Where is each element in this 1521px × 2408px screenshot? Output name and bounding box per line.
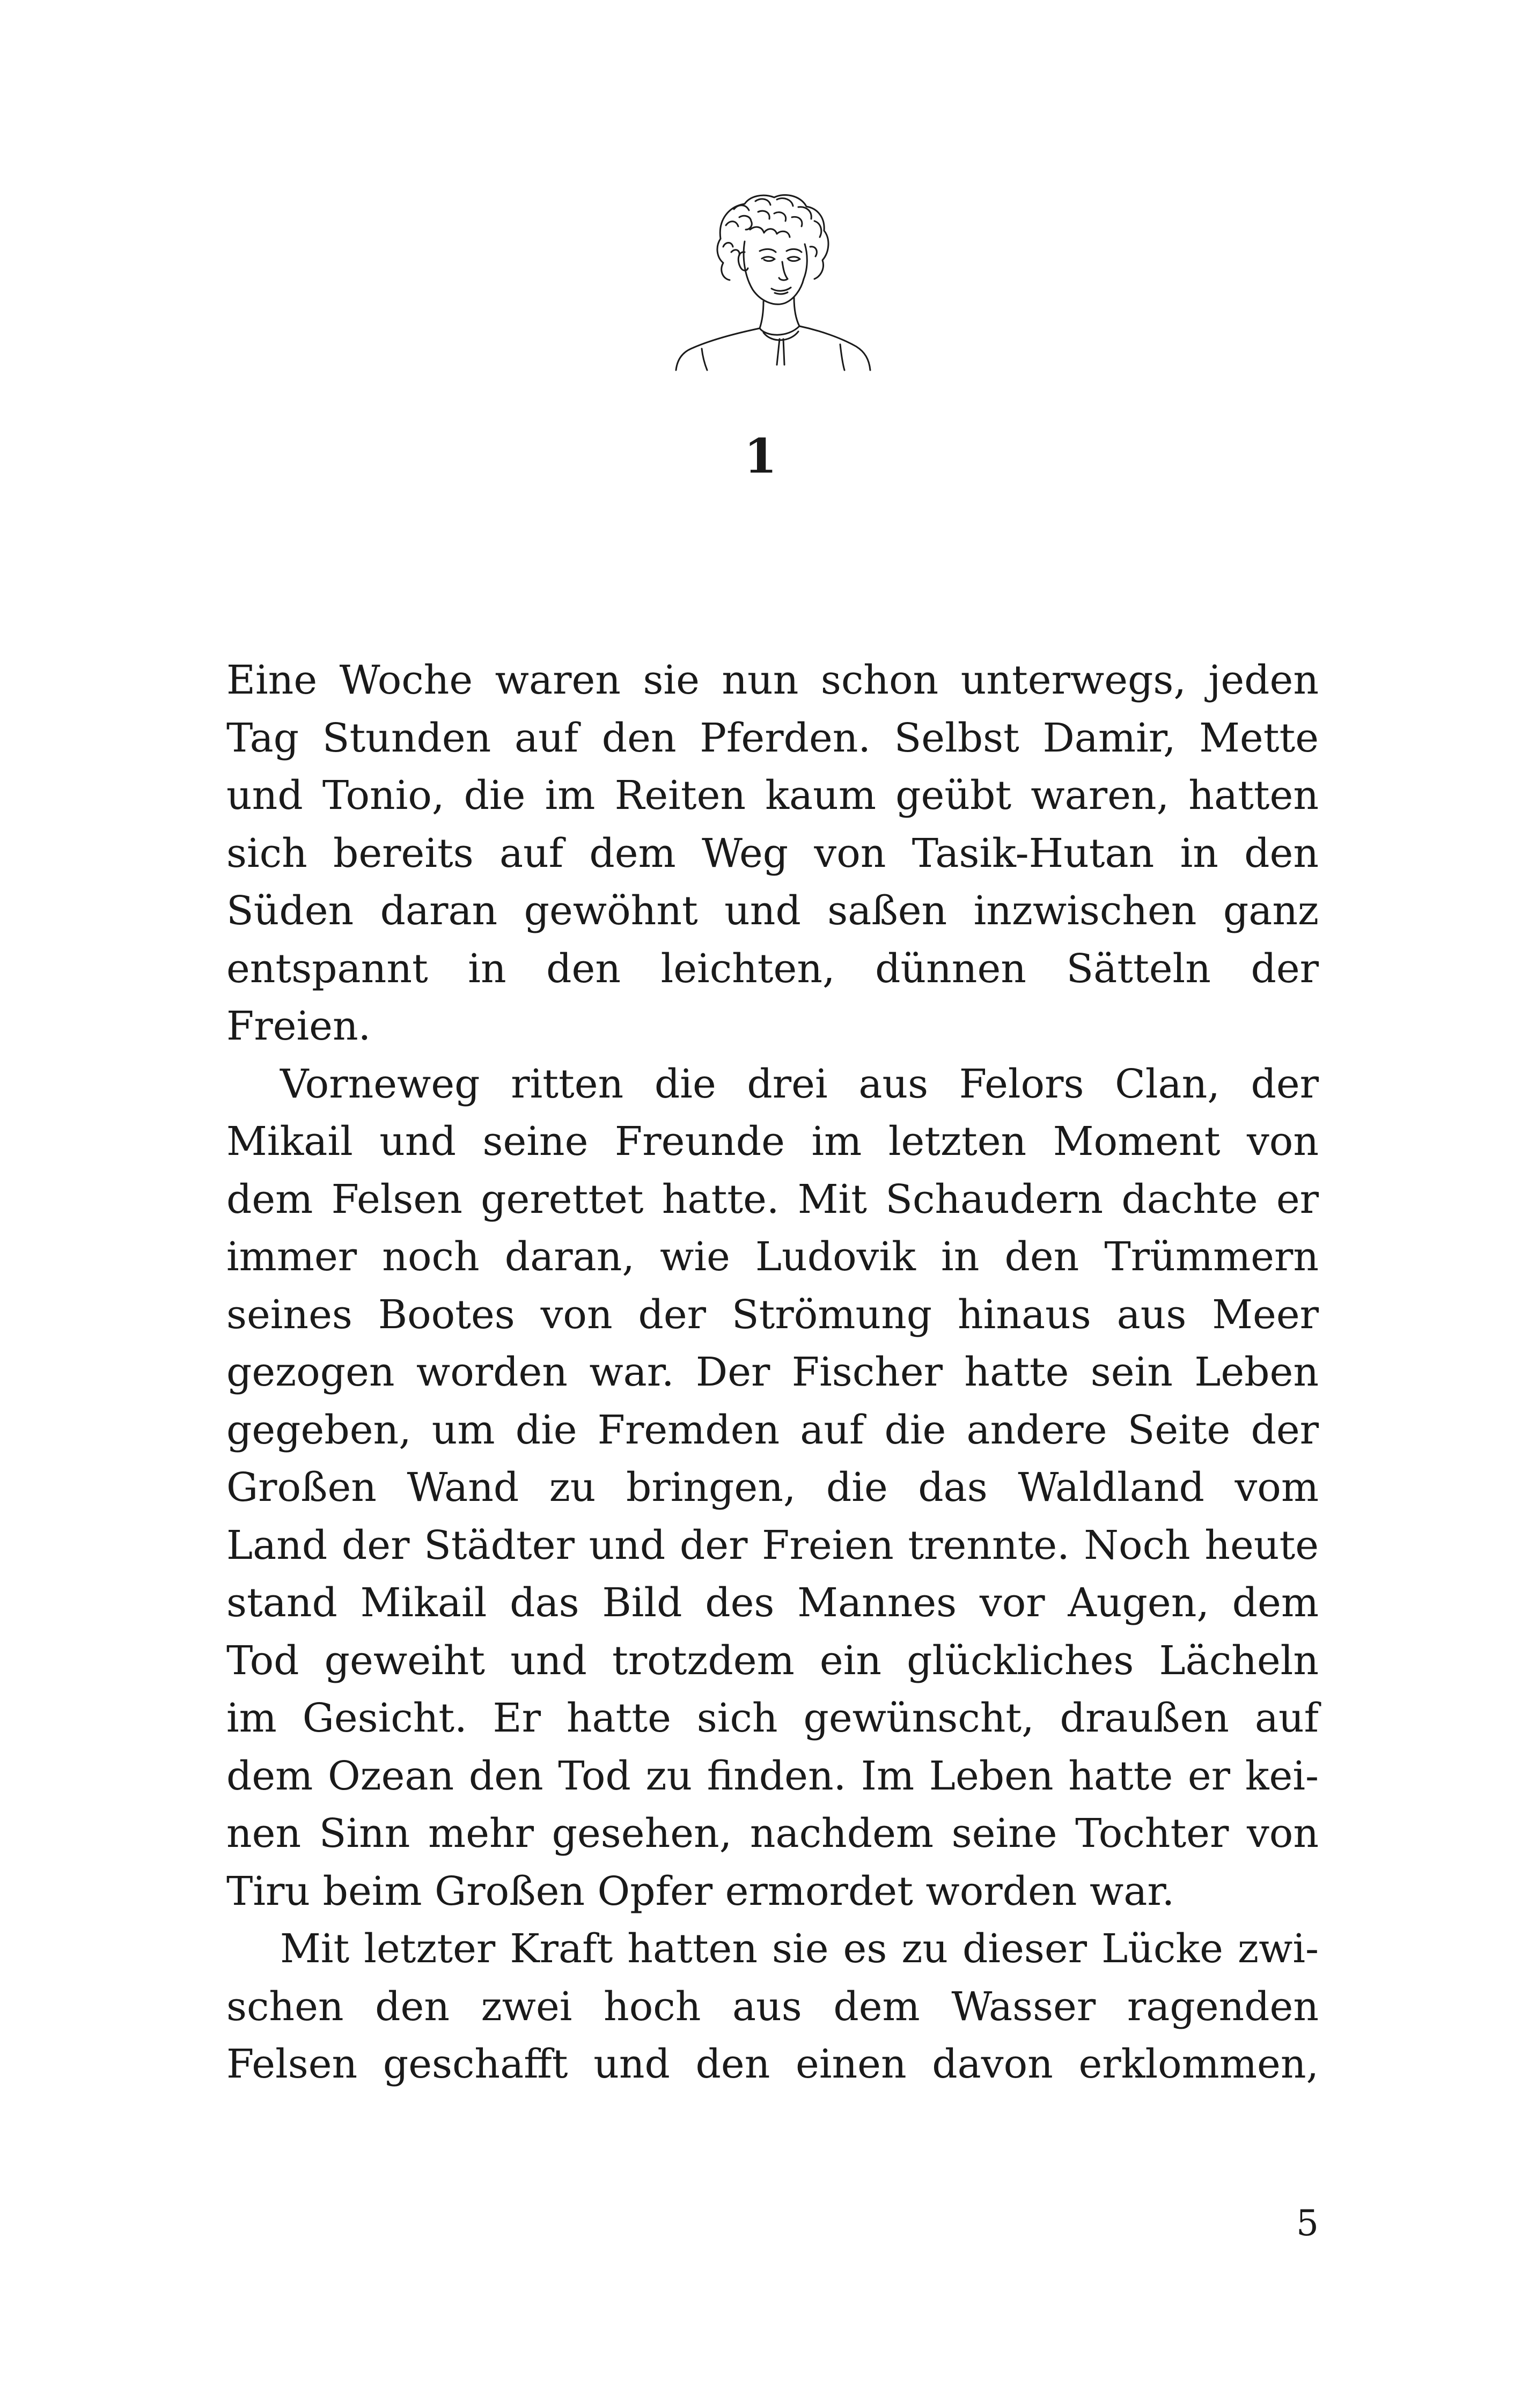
text-line: Vorneweg ritten die drei aus Felors Clan, der [280, 1061, 1319, 1107]
text-line: Felsen geschafft und den einen davon erklommen, [226, 2041, 1319, 2087]
text-line: entspannt in den leichten, dünnen Sätteln der [226, 945, 1319, 992]
portrait-of-boy-with-curly-hair-icon [670, 188, 873, 386]
text-line: Süden daran gewöhnt und saßen inzwischen ganz [226, 888, 1319, 934]
text-line: seines Bootes von der Strömung hinaus aus Meer [226, 1291, 1319, 1338]
text-line: dem Ozean den Tod zu finden. Im Leben hatte er kei- [226, 1752, 1319, 1799]
chapter-number: 1 [744, 428, 777, 484]
text-line: und Tonio, die im Reiten kaum geübt waren, hatten [226, 772, 1319, 819]
chapter-portrait-illustration [670, 188, 873, 386]
text-line: schen den zwei hoch aus dem Wasser ragenden [226, 1983, 1319, 2030]
text-line: Mikail und seine Freunde im letzten Moment von [226, 1118, 1319, 1165]
text-line: gezogen worden war. Der Fischer hatte sein Leben [226, 1349, 1319, 1395]
text-line: dem Felsen gerettet hatte. Mit Schaudern dachte er [226, 1176, 1319, 1223]
text-line: sich bereits auf dem Weg von Tasik-Hutan in den [226, 830, 1319, 877]
paragraph [226, 1920, 1319, 2094]
text-line: Freien. [226, 1003, 371, 1049]
text-line: Tod geweiht und trotzdem ein glückliches Lächeln [226, 1637, 1319, 1684]
text-line: Tag Stunden auf den Pferden. Selbst Damir, Mette [226, 715, 1319, 761]
text-line: gegeben, um die Fremden auf die andere Seite der [226, 1406, 1319, 1453]
body-text [226, 652, 1319, 2094]
text-line: Tiru beim Großen Opfer ermordet worden war. [226, 1868, 1175, 1914]
text-line: immer noch daran, wie Ludovik in den Trümmern [226, 1234, 1319, 1280]
text-line: Land der Städter und der Freien trennte. Noch heute [226, 1522, 1319, 1568]
text-line: Eine Woche waren sie nun schon unterwegs, jeden [226, 657, 1319, 703]
text-line: Mit letzter Kraft hatten sie es zu dieser Lücke zwi- [280, 1926, 1319, 1972]
text-line: stand Mikail das Bild des Mannes vor Augen, dem [226, 1580, 1319, 1626]
page-number: 5 [1296, 2203, 1319, 2244]
text-line: im Gesicht. Er hatte sich gewünscht, draußen auf [226, 1695, 1319, 1741]
text-line: nen Sinn mehr gesehen, nachdem seine Tochter von [226, 1810, 1319, 1857]
text-line: Großen Wand zu bringen, die das Waldland vom [226, 1464, 1319, 1511]
paragraph [226, 1056, 1319, 1921]
paragraph [226, 652, 1319, 1056]
